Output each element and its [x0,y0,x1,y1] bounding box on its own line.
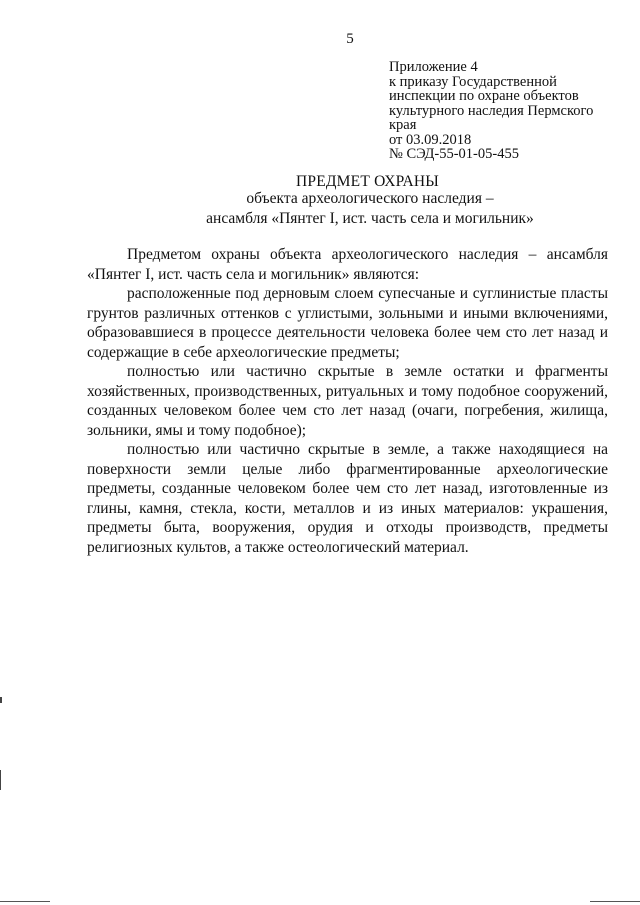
annex-line: инспекции по охране объектов [389,88,579,104]
scan-edge-mark [0,697,2,703]
annex-line: края [389,117,417,133]
scan-bottom-mark [590,901,640,902]
document-subtitle-line2: ансамбля «Пянтег I, ист. часть села и могильник» [206,210,534,227]
paragraph-structures: полностью или частично скрытые в земле остатки и фрагменты хозяйственных, производственных, ритуальных и тому подобное сооружений, созданных человеком более чем сто лет назад (очаги, погребения, жилища, зольники, ямы и тому подобное); [87,363,608,439]
paragraph-soil-layers: расположенные под дерновым слоем супесчаные и суглинистые пласты грунтов различных оттенков с углистыми, зольными и иными включениями, образовавшиеся в процессе деятельности человека более чем сто лет назад и содержащие в себе археологические предметы; [87,285,608,361]
annex-line: Приложение 4 [389,59,478,75]
paragraph-artifacts: полностью или частично скрытые в земле, а также находящиеся на поверхности земли целые либо фрагментированные археологические предметы, созданные человеком более чем сто лет назад, изготовленные из глины, камня, стекла, кости, металлов и из иных материалов: украшения, предметы быта, вооружения, орудия и отходы производств, предметы религиозных культов, а также остеологический материал. [87,441,608,556]
annex-line: культурного наследия Пермского [389,102,594,119]
annex-line: к приказу Государственной [389,73,557,90]
document-title: ПРЕДМЕТ ОХРАНЫ [296,173,439,190]
page-number: 5 [346,31,354,47]
body-text [87,245,608,557]
annex-line: № СЭД-55-01-05-455 [389,146,519,162]
scan-edge-mark [0,770,1,790]
scan-bottom-mark [0,901,50,902]
document-subtitle-line1: объекта археологического наследия – [246,190,494,207]
annex-line: от 03.09.2018 [389,131,472,148]
paragraph-intro: Предметом охраны объекта археологического наследия – ансамбля «Пянтег I, ист. часть села и могильник» являются: [87,246,608,283]
annex-block [389,60,593,162]
